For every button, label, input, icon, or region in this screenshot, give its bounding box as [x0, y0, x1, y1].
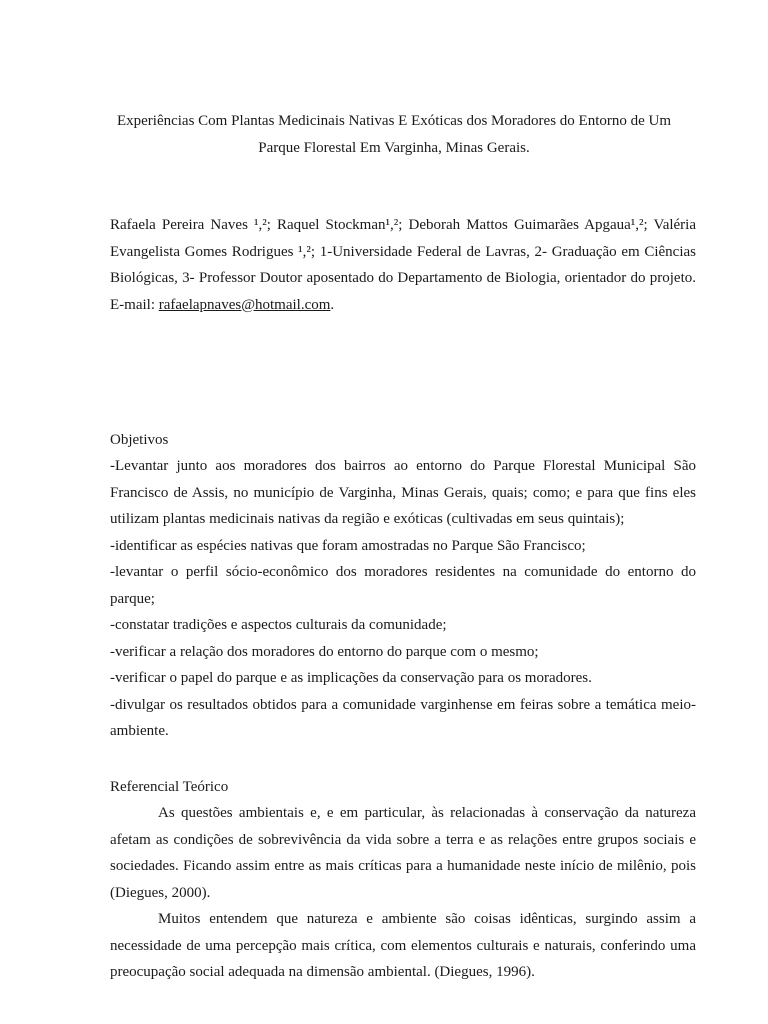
objective-item: -Levantar junto aos moradores dos bairros ao entorno do Parque Florestal Municipal São Francisco de Assis, no município de Varginha, Minas Gerais, quais; como; e para que fins eles utilizam plantas medicinais nativas da região e exóticas (cultivadas em seus quintais);: [110, 458, 696, 527]
referencial-body: [110, 800, 696, 986]
authors-affiliation-block: [110, 212, 696, 318]
objectives-heading: Objetivos: [110, 432, 169, 448]
document-title: [100, 108, 688, 162]
objective-item: -identificar as espécies nativas que foram amostradas no Parque São Francisco;: [110, 537, 586, 554]
email-suffix: .: [330, 296, 335, 313]
objective-item: -verificar o papel do parque e as implicações da conservação para os moradores.: [110, 670, 592, 686]
objectives-list: [110, 453, 696, 745]
paragraph: Muitos entendem que natureza e ambiente são coisas idênticas, surgindo assim a necessidade de uma percepção mais crítica, com elementos culturais e naturais, conferindo uma preocupação social adequada na dimensão ambiental. (Diegues, 1996).: [110, 911, 696, 980]
email-link[interactable]: rafaelapnaves@hotmail.com: [158, 296, 331, 313]
title-line-2: Parque Florestal Em Varginha, Minas Gerais.: [258, 140, 530, 156]
title-line-1: Experiências Com Plantas Medicinais Nativas E Exóticas dos Moradores do Entorno de Um: [116, 113, 672, 129]
paragraph: As questões ambientais e, e em particular, às relacionadas à conservação da natureza afetam as condições de sobrevivência da vida sobre a terra e as relações entre grupos sociais e sociedades. Ficando assim entre as mais críticas para a humanidade neste início de milênio, pois (Diegues, 2000).: [110, 805, 696, 901]
objective-item: -constatar tradições e aspectos culturais da comunidade;: [110, 617, 447, 633]
authors-text: Rafaela Pereira Naves ¹,²; Raquel Stockman¹,²; Deborah Mattos Guimarães Apgaua¹,²; Valéria Evangelista Gomes Rodrigues ¹,²; 1-Universidade Federal de Lavras, 2- Graduação em Ciências Biológicas, 3- Professor Doutor aposentado do Departamento de Biologia, orientador do projeto. E-mail:: [110, 217, 696, 313]
objective-item: -levantar o perfil sócio-econômico dos moradores residentes na comunidade do entorno do parque;: [110, 564, 696, 607]
objective-item: -verificar a relação dos moradores do entorno do parque com o mesmo;: [110, 643, 539, 660]
referencial-heading: Referencial Teórico: [110, 779, 229, 795]
objective-item: -divulgar os resultados obtidos para a comunidade varginhense em feiras sobre a temática meio-ambiente.: [110, 696, 696, 739]
